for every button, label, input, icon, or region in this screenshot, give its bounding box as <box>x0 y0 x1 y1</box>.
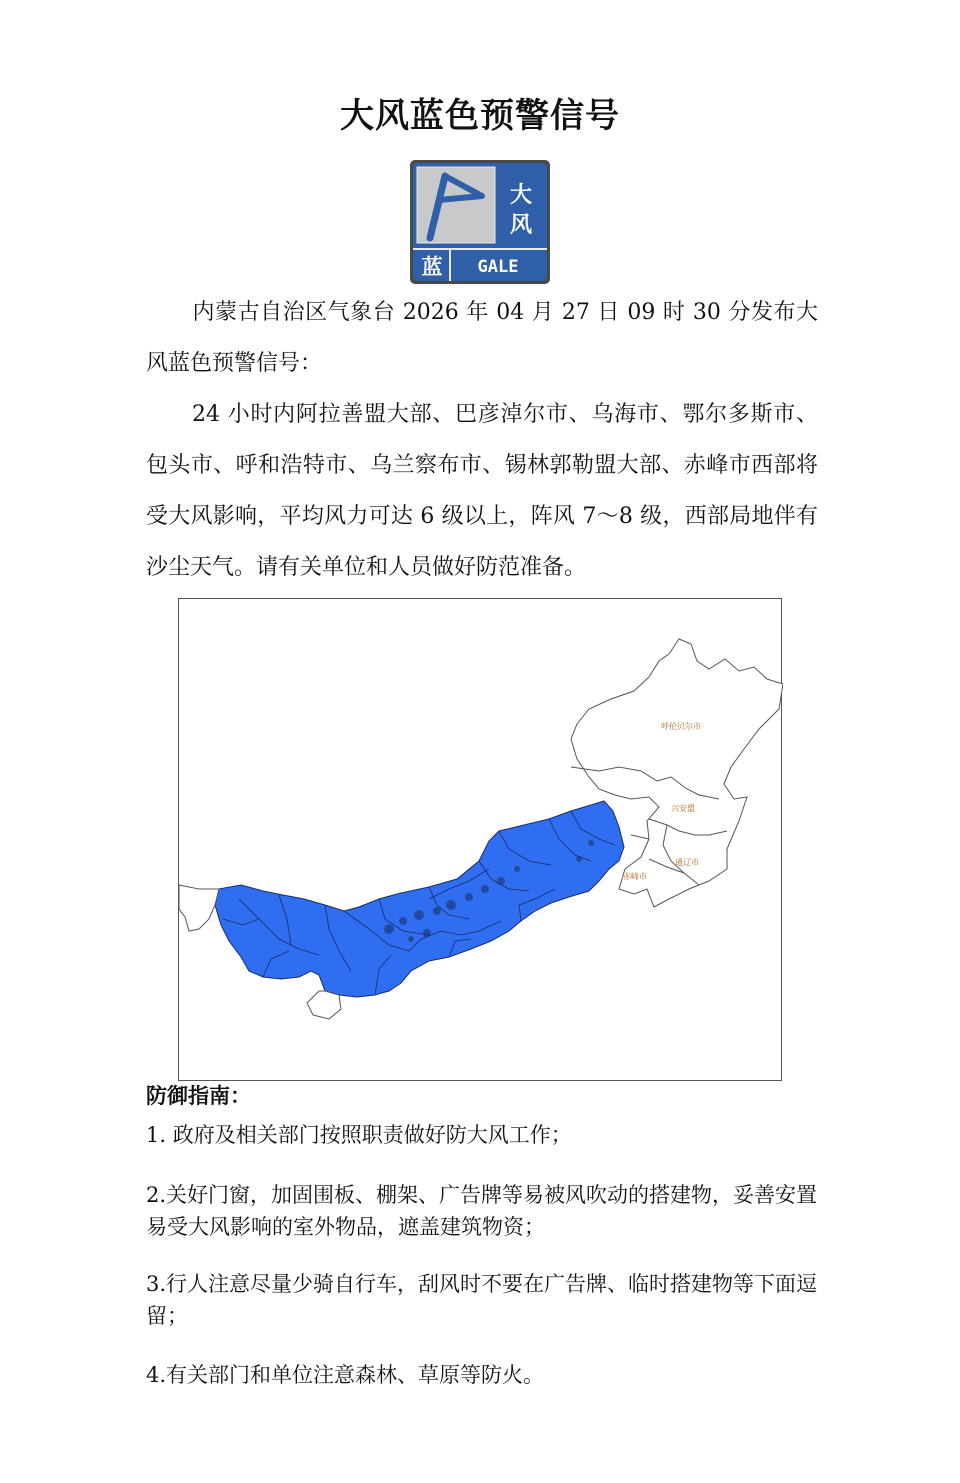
defense-guide-item: 3.行人注意尽量少骑自行车，刮风时不要在广告牌、临时搭建物等下面逗留； <box>146 1272 818 1328</box>
warning-area-map <box>178 598 782 1081</box>
map-label-tongliao: 通辽市 <box>675 858 699 867</box>
defense-guide-heading: 防御指南： <box>146 1084 251 1108</box>
map-region-west-unaffected <box>179 885 219 931</box>
document-title: 大风蓝色预警信号 <box>340 96 620 136</box>
issuance-paragraph <box>146 287 818 389</box>
defense-guide-item: 4.有关部门和单位注意森林、草原等防火。 <box>146 1363 545 1387</box>
forecast-text: 24 小时内阿拉善盟大部、巴彦淖尔市、乌海市、鄂尔多斯市、包头市、呼和浩特市、乌兰察布市、锡林郭勒盟大部、赤峰市西部将受大风影响，平均风力可达 6 级以上，阵风 7～8 级，西部局地伴有沙尘天气。请有关单位和人员做好防范准备。 <box>146 402 818 580</box>
map-region-south-unaffected <box>307 991 341 1019</box>
issuance-text: 内蒙古自治区气象台 2026 年 04 月 27 日 09 时 30 分发布大风蓝色预警信号： <box>146 300 818 376</box>
svg-text:GALE: GALE <box>477 257 519 277</box>
forecast-paragraph <box>146 389 818 593</box>
defense-guide-item: 2.关好门窗，加固围板、棚架、广告牌等易被风吹动的搭建物，妥善安置易受大风影响的室外物品，遮盖建筑物资； <box>146 1183 818 1239</box>
map-label-xingan: 兴安盟 <box>671 804 695 813</box>
svg-text:风: 风 <box>509 213 533 238</box>
map-label-hulunbuir: 呼伦贝尔市 <box>661 722 701 731</box>
map-warning-area <box>215 801 624 997</box>
map-label-chifeng: 赤峰市 <box>623 872 647 881</box>
defense-guide-item: 1. 政府及相关部门按照职责做好防大风工作； <box>146 1123 572 1147</box>
svg-text:大: 大 <box>509 183 533 208</box>
gale-blue-warning-signal-icon <box>410 160 550 284</box>
svg-text:蓝: 蓝 <box>421 255 443 279</box>
